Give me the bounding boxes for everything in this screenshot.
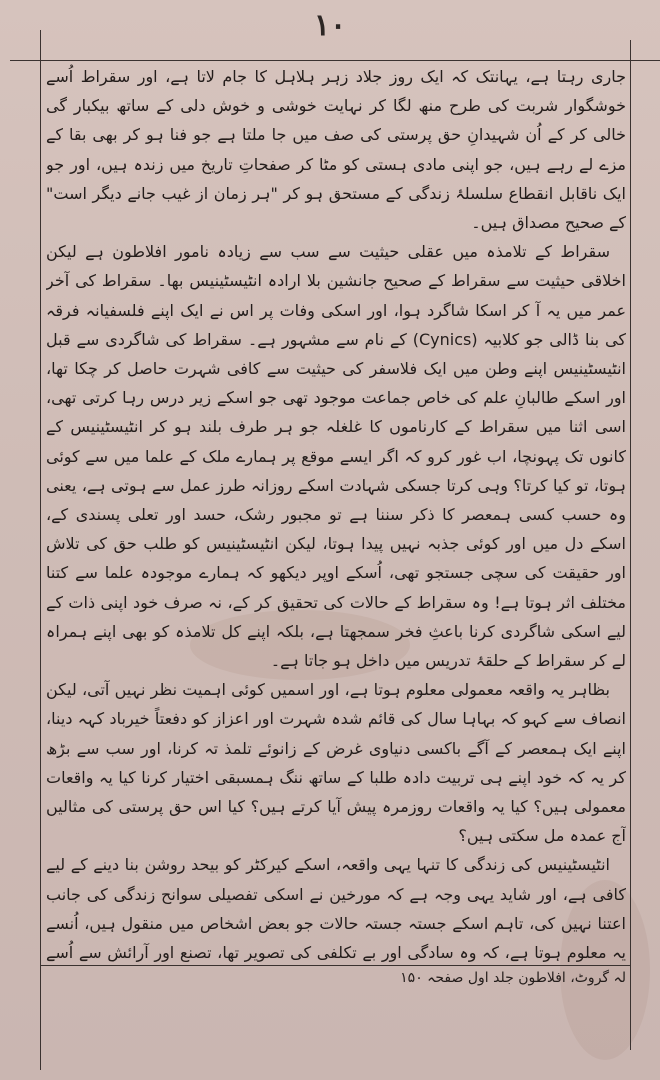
top-rule (10, 60, 660, 61)
paragraph-significance: بظاہر یہ واقعہ معمولی معلوم ہوتا ہے، اور اسمیں کوئی اہمیت نظر نہیں آتی، لیکن انصاف سے کہو کہ بہاہا سال کی قائم شدہ شہرت اور اعزاز کو دفعتاً خیرباد کہہ دینا، اپنے ایک ہمعصر کے آگے باکسی دنیاوی غرض کے زانوئے تلمذ تہ کرنا، اور سب سے بڑھ کر یہ کہ خود اپنے ہی تربیت دادہ طلبا کے ساتھ ننگ ہمسبقی اختیار کرنا کیا یہ واقعات معمولی ہیں؟ کیا یہ واقعات روزمرہ پیش آیا کرتے ہیں؟ کیا اس حق پرستی کی مثالیں آج عمدہ مل سکتی ہیں؟ (46, 680, 626, 846)
paragraph-socrates-death: جاری رہتا ہے، یہانتک کہ ایک روز جلاد زہر ہلاہل کا جام لاتا ہے، اور سقراط اُسے خوشگوار شربت کی طرح منھ لگا کر نہایت خوشی و خوش دلی کے ساتھ بیکبار گی خالی کر کے اُن شہیدانِ حق پرستی کی صف میں جا ملتا ہے جو فنا ہو کر بھی بقا کے مزے لے رہے ہیں، جو اپنی مادی ہستی کو مٹا کر صفحاتِ تاریخ میں زندہ ہیں، اور جو ایک ناقابل انقطاع سلسلۂ زندگی کے مستحق ہو کر "ہر زمان از غیب جانے دیگر است" کے صحیح مصداق ہیں۔ (46, 67, 626, 233)
left-margin-rule (40, 30, 41, 1070)
right-margin-rule (630, 40, 631, 1050)
page-number: ١٠ (313, 8, 347, 43)
footnote-rule (40, 965, 630, 966)
paragraph-antisthenes-intro: سقراط کے تلامذہ میں عقلی حیثیت سے سب سے زیادہ نامور افلاطون ہے لیکن اخلاقی حیثیت سے سقراط کے صحیح جانشین بلا ارادہ انٹیسٹینیس بھا۔ سقراط کی آخر عمر میں یہ آ کر اسکا شاگرد ہوا، اور اسکی وفات پر اس نے ایک اپنے فلسفیانہ فرقہ کی بنا ڈالی جو کلابیہ (Cynics) کے نام سے مشہور ہے۔ سقراط کی شاگردی سے قبل انٹیسٹینیس اپنے وطن میں ایک فلاسفر کی حیثیت سے کافی شہرت حاصل کر چکا تھا، اور اسکے طالبانِ علم کی خاص جماعت موجود تھی جو اسکے زیر درس رہا کرتی تھی، اسی اثنا میں سقراط کے کارناموں کا غلغلہ جو ہر طرف بلند ہو کر انٹیسٹینیس کے کانوں تک پہونچا، اب غور کرو کہ اگر ایسے موقع پر ہمارے ملک کے علما میں سے کوئی ہوتا، تو کیا کرتا؟ وہی کرتا جسکی شہادت اسکے روزانہ طرز عمل سے ہوتی ہے، یعنی وہ حسب کسی ہمعصر کا ذکر سننا ہے تو مجبور رشک، حسد اور تعلی پسندی کے، اسکے دل میں اور کوئی جذبہ نہیں پیدا ہوتا، لیکن انٹیسٹینیس کو طلب حق کی تلاش اور حقیقت کی سچی جستجو تھی، اُسکے اوپر دیکھو کہ ہمارے موجودہ علما سے کتنا مختلف اثر ہوتا ہے! وہ سقراط کے حالات کی تحقیق کر کے، نہ صرف خود اپنی ذات کے لیے اسکی شاگردی کرنا باعثِ فخر سمجھتا ہے، بلکہ اپنے کل تلامذہ کو بھی اپنے ہمراہ لے کر سقراط کے حلقۂ تدریس میں داخل ہو جاتا ہے۔ (46, 242, 626, 671)
footnote: لہ گروٹ، افلاطون جلد اول صفحہ ۱۵۰ (400, 970, 626, 986)
page-body-text (46, 62, 626, 962)
paragraph-character: انٹیسٹینیس کی زندگی کا تنہا یہی واقعہ، اسکے کیرکٹر کو بیحد روشن بنا دینے کے لیے کافی ہے، اور شاید یہی وجہ ہے کہ مورخین نے اسکی تفصیلی سوانح زندگی کی جانب اعتنا نہیں کی، تاہم اسکے جستہ جستہ حالات جو بعض اشخاص میں منقول ہیں، اُنسے یہ معلوم ہوتا ہے، کہ وہ سادگی اور بے تکلفی کی تصویر تھا، تصنع اور آرائش سے اُسے (46, 855, 626, 962)
